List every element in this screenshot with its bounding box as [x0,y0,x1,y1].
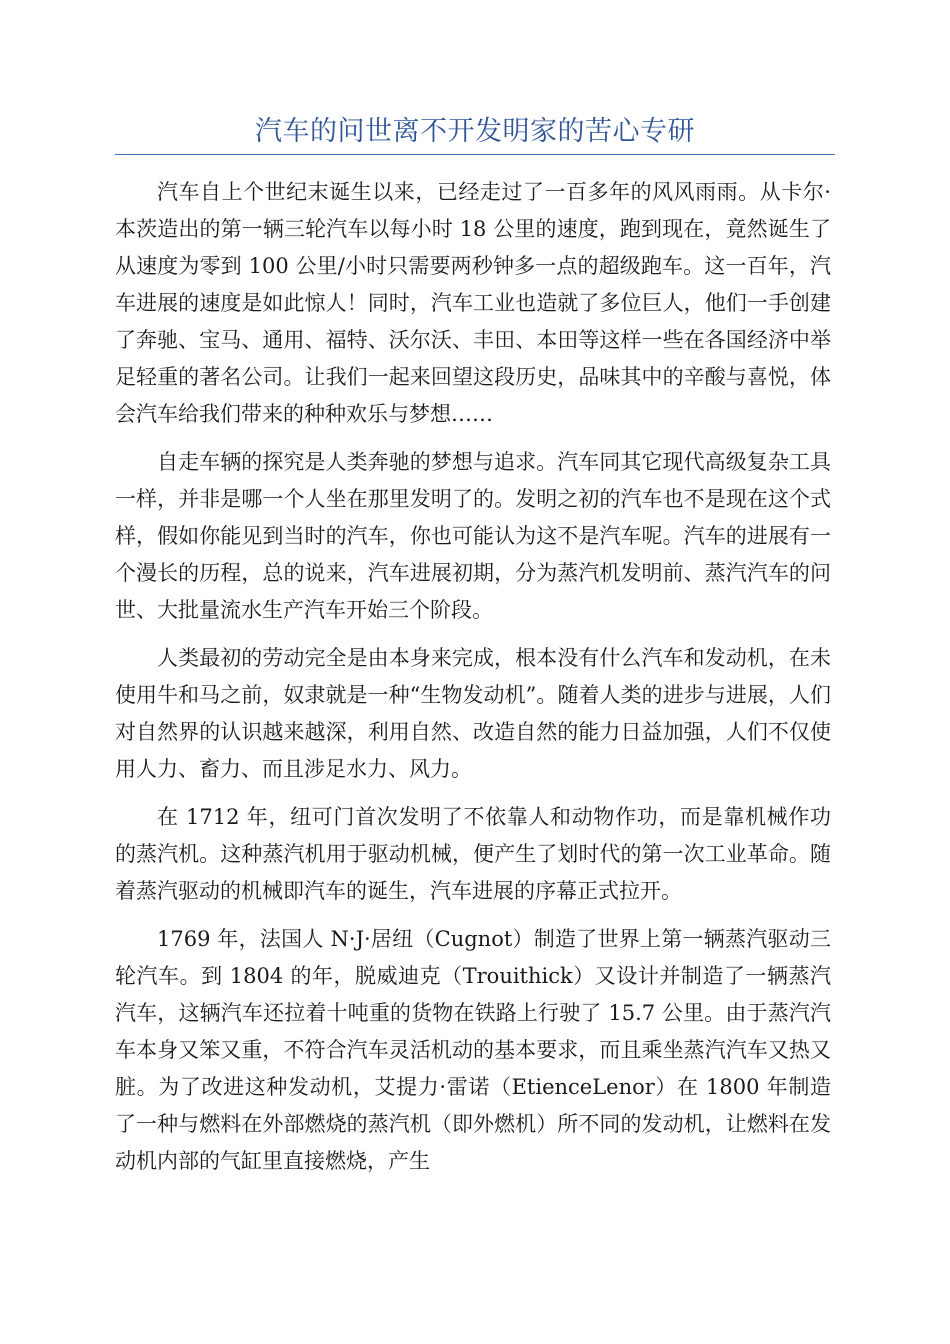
document-body [115,174,831,1191]
paragraph-1: 汽车自上个世纪末诞生以来，已经走过了一百多年的风风雨雨。从卡尔·本茨造出的第一辆三轮汽车以每小时 18 公里的速度，跑到现在，竟然诞生了从速度为零到 100 公里/小时只需要两秒钟多一点的超级跑车。这一百年，汽车进展的速度是如此惊人！同时，汽车工业也造就了多位巨人，他们一手创建了奔驰、宝马、通用、福特、沃尔沃、丰田、本田等这样一些在各国经济中举足轻重的著名公司。让我们一起来回望这段历史，品味其中的辛酸与喜悦，体会汽车给我们带来的种种欢乐与梦想…… [115,180,831,426]
document-title: 汽车的问世离不开发明家的苦心专研 [255,116,695,147]
title-underline [115,154,835,155]
paragraph-2: 自走车辆的探究是人类奔驰的梦想与追求。汽车同其它现代高级复杂工具一样，并非是哪一个人坐在那里发明了的。发明之初的汽车也不是现在这个式样，假如你能见到当时的汽车，你也可能认为这不是汽车呢。汽车的进展有一个漫长的历程，总的说来，汽车进展初期，分为蒸汽机发明前、蒸汽汽车的问世、大批量流水生产汽车开始三个阶段。 [115,450,831,622]
paragraph-5: 1769 年，法国人 N·J·居纽（Cugnot）制造了世界上第一辆蒸汽驱动三轮汽车。到 1804 的年，脱威迪克（Trouithick）又设计并制造了一辆蒸汽汽车，这辆汽车还拉着十吨重的货物在铁路上行驶了 15.7 公里。由于蒸汽汽车本身又笨又重，不符合汽车灵活机动的基本要求，而且乘坐蒸汽汽车又热又脏。为了改进这种发动机，艾提力·雷诺（EtienceLenor）在 1800 年制造了一种与燃料在外部燃烧的蒸汽机（即外燃机）所不同的发动机，让燃料在发动机内部的气缸里直接燃烧，产生 [115,927,831,1173]
paragraph-3: 人类最初的劳动完全是由本身来完成，根本没有什么汽车和发动机，在未使用牛和马之前，奴隶就是一种“生物发动机”。随着人类的进步与进展，人们对自然界的认识越来越深，利用自然、改造自然的能力日益加强，人们不仅使用人力、畜力、而且涉足水力、风力。 [115,646,831,781]
paragraph-4: 在 1712 年，纽可门首次发明了不依靠人和动物作功，而是靠机械作功的蒸汽机。这种蒸汽机用于驱动机械，便产生了划时代的第一次工业革命。随着蒸汽驱动的机械即汽车的诞生，汽车进展的序幕正式拉开。 [115,805,831,903]
